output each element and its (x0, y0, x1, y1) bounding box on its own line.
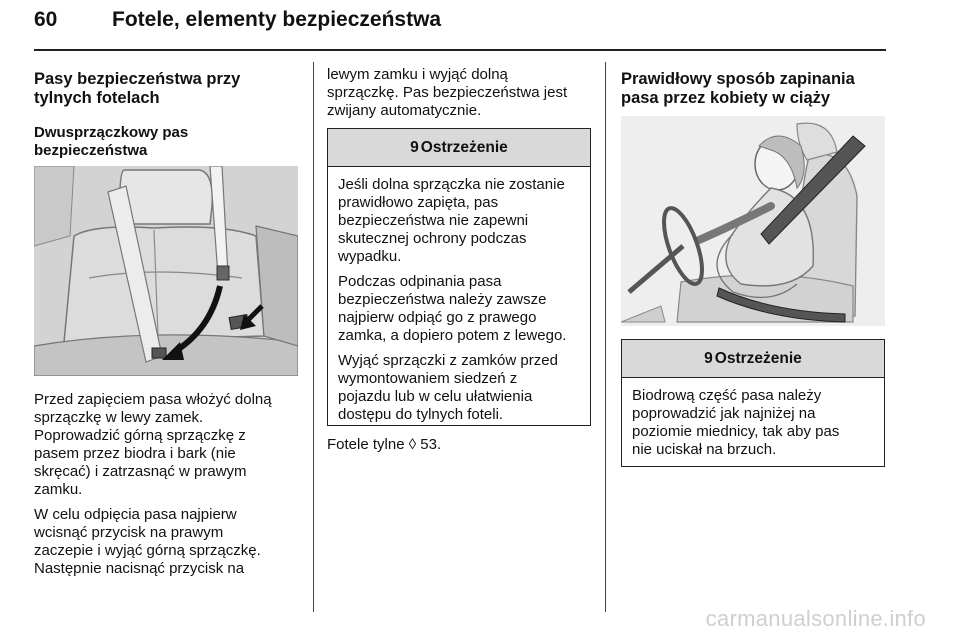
column-divider-1 (313, 62, 314, 612)
warning-body: Biodrową część pasa należy poprowadzić jak najniżej na poziomie miednicy, tak aby pas nie uciskał na brzuch. (632, 387, 840, 458)
figure-pregnant-driver (621, 116, 885, 326)
page-title: Fotele, elementy bezpieczeństwa (112, 8, 442, 31)
col1-paragraph-1: Przed zapięciem pasa włożyć dolną sprzączkę w lewy zamek. Poprowadzić górną sprzączkę z pasem przez biodra i bark (nie skręcać) i zatrzasnąć w prawym zamku. (34, 391, 272, 498)
warning-paragraph-3: Wyjąć sprzączki z zamków przed wymontowaniem siedzeń z pojazdu lub w celu ułatwienia dostępu do tylnych foteli. (338, 352, 558, 423)
warning-box-buckles (327, 128, 591, 426)
page-number: 60 (34, 8, 58, 31)
col2-continued-text: lewym zamku i wyjąć dolną sprzączkę. Pas bezpieczeństwa jest zwijany automatycznie. (327, 66, 568, 119)
crossref-rear-seats[interactable]: Fotele tylne ◊ 53. (327, 436, 442, 453)
warning-header: 9 Ostrzeżenie (328, 129, 590, 167)
warning-paragraph-2: Podczas odpinania pasa bezpieczeństwa należy zawsze najpierw odpiąć go z prawego zamka, a dopiero potem z lewego. (338, 273, 567, 344)
watermark: carmanualsonline.info (705, 606, 926, 631)
warning-triangle-icon: 9 (410, 139, 419, 156)
subheading-two-buckle-belt: Dwusprzączkowy pas bezpieczeństwa (34, 124, 189, 159)
header-rule (34, 49, 886, 51)
col1-paragraph-2: W celu odpięcia pasa najpierw wcisnąć przycisk na prawym zaczepie i wyjąć górną sprzączkę. Następnie nacisnąć przycisk na (34, 506, 261, 577)
figure-rear-seat-belt (34, 166, 298, 376)
section-heading-rear-belts: Pasy bezpieczeństwa przy tylnych fotelach (34, 70, 241, 107)
warning-triangle-icon: 9 (704, 350, 713, 367)
col1-body (34, 391, 304, 585)
warning-box-pregnancy (621, 339, 885, 467)
column-divider-2 (605, 62, 606, 612)
section-heading-pregnant-women: Prawidłowy sposób zapinania pasa przez kobiety w ciąży (621, 70, 855, 107)
warning-header: 9 Ostrzeżenie (622, 340, 884, 378)
pregnant-driver-illustration (621, 116, 885, 326)
rear-seat-illustration (34, 166, 298, 376)
warning-paragraph-1: Jeśli dolna sprzączka nie zostanie prawidłowo zapięta, pas bezpieczeństwa nie zapewni skutecznej ochrony podczas wypadku. (338, 176, 565, 265)
warning-body (328, 167, 590, 424)
